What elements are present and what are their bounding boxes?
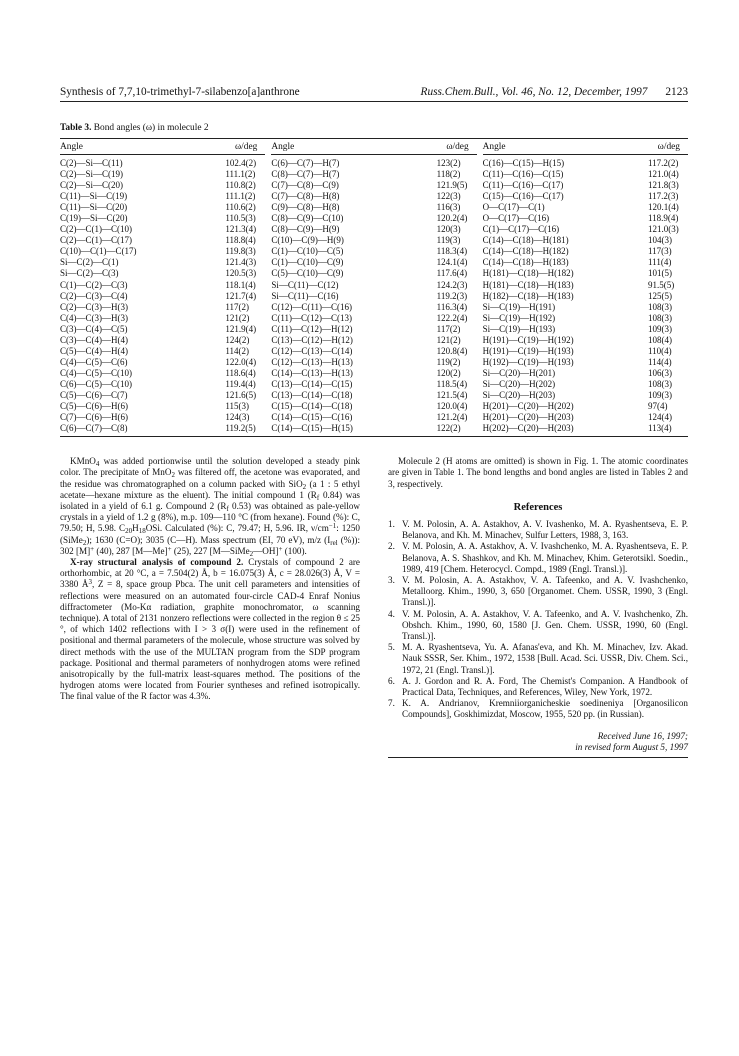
reference-item [388, 541, 688, 575]
value-cell: 108(4) [647, 334, 672, 345]
value-cell: 121.6(5) [225, 389, 257, 400]
col-value-header: ω/deg [235, 142, 258, 152]
value-cell: 114(2) [225, 345, 249, 356]
angle-cell: C(14)—C(18)—H(182) [482, 246, 569, 257]
angle-cell: H(191)—C(19)—H(193) [482, 345, 574, 356]
angle-cell: C(4)—C(5)—C(10) [60, 367, 132, 378]
value-cell: 108(3) [647, 301, 672, 312]
angle-cell: C(7)—C(8)—C(9) [271, 180, 339, 191]
table-row [483, 191, 688, 202]
angle-cell: C(1)—C(17)—C(16) [482, 224, 560, 235]
col-angle-header: Angle [482, 142, 506, 152]
angle-cell: C(11)—C(12)—C(13) [271, 312, 352, 323]
value-cell: 104(3) [647, 235, 672, 246]
table-row [483, 335, 688, 346]
angle-cell: C(4)—C(5)—C(6) [60, 356, 128, 367]
angle-cell: C(3)—C(4)—H(4) [60, 334, 128, 345]
table-row [271, 335, 476, 346]
table-row [60, 180, 265, 191]
reference-number: 6. [388, 675, 395, 686]
table-row [271, 202, 476, 213]
angle-cell: H(192)—C(19)—H(193) [482, 356, 574, 367]
angle-cell: C(1)—C(10)—C(5) [271, 246, 344, 257]
value-cell: 91.5(5) [647, 279, 675, 290]
table-row [60, 302, 265, 313]
table-row [271, 423, 476, 434]
angle-cell: C(12)—C(13)—C(14) [271, 345, 353, 356]
table-row [271, 246, 476, 257]
value-cell: 124(2) [225, 334, 250, 345]
reference-text: V. M. Polosin, A. A. Astakhov, V. A. Tafeenko, and A. V. Ivashchenko, Metalloorg. Khim., 1990, 3, 650 [Organomet. Chem. USSR, 1990, 3 (Engl. Transl.)]. [402, 575, 688, 608]
angle-cell: Si—C(20)—H(203) [482, 389, 556, 400]
table-row [483, 180, 688, 191]
value-cell: 110.5(3) [225, 213, 256, 224]
table-row [60, 280, 265, 291]
value-cell: 120.0(4) [436, 401, 468, 412]
angle-cell: C(10)—C(9)—H(9) [271, 235, 344, 246]
value-cell: 124(4) [647, 412, 672, 423]
reference-text: A. J. Gordon and R. A. Ford, The Chemist's Companion. A Handbook of Practical Data, Techniques, and References, Wiley, New York, 1972. [402, 675, 688, 698]
value-cell: 124.2(3) [436, 279, 468, 290]
angle-cell: H(191)—C(19)—H(192) [482, 334, 574, 345]
angle-cell: Si—C(11)—C(12) [271, 279, 339, 290]
table-row [483, 423, 688, 434]
angle-cell: C(19)—Si—C(20) [60, 213, 128, 224]
angle-cell: C(14)—C(18)—H(183) [482, 257, 569, 268]
table-row [271, 158, 476, 169]
value-cell: 111.1(2) [225, 169, 256, 180]
table-row [271, 412, 476, 423]
xray-paragraph: X-ray structural analysis of compound 2. Crystals of compound 2 are orthorhombic, at 20 °C, a = 7.504(2) Å, b = 16.075(3) Å, c = 28.026(3) Å, V = 3380 $Å^3$, Z = 8, space group Pbca. The unit cell parameters and intensities of reflections were measured on an automated four-circle CAD-4 Enraf Nonius diffractometer (Mo-Kα radiation, graphite monochromator, ω scanning technique). A total of 2131 nonzero reflections were collected in the region θ ≤ 25 °, of which 1402 reflections with I > 3 σ(I) were used in the refinement of positional and thermal parameters of the molecule, whose structure was solved by direct methods with the use of the MULTAN program from the SDP program package. Positional and thermal parameters of nonhydrogen atoms were refined anisotropically by the full-matrix least-squares method. The positions of the hydrogen atoms were located from Fourier syntheses and refined isotropically. The final value of the R factor was 4.3%. [60, 557, 361, 702]
value-cell: 120.5(3) [225, 268, 257, 279]
molecule-paragraph: Molecule 2 (H atoms are omitted) is shown in Fig. 1. The atomic coordinates are given in Table 1. The bond lengths and bond angles are listed in Tables 2 and 3, respectively. [388, 456, 688, 489]
value-cell: 121.0(3) [647, 224, 679, 235]
table-header [60, 139, 265, 155]
angle-cell: C(2)—C(3)—H(3) [60, 301, 128, 312]
value-cell: 119(3) [436, 235, 461, 246]
table-row [483, 390, 688, 401]
article-title: Synthesis of 7,7,10-trimethyl-7-silabenzo[a]anthrone [60, 86, 300, 98]
reference-number: 4. [388, 608, 395, 619]
table-caption-text: Bond angles (ω) in molecule 2 [91, 123, 209, 133]
table-row [60, 390, 265, 401]
angle-cell: C(2)—Si—C(20) [60, 180, 123, 191]
value-cell: 108(3) [647, 378, 672, 389]
table-rows [483, 155, 688, 436]
value-cell: 111.1(2) [225, 191, 256, 202]
col-value-header: ω/deg [657, 142, 680, 152]
value-cell: 121(2) [436, 334, 461, 345]
angle-cell: C(8)—C(7)—H(7) [271, 169, 340, 180]
value-cell: 120.2(4) [436, 213, 468, 224]
reference-item [388, 575, 688, 609]
value-cell: 119(2) [436, 356, 461, 367]
reference-item [388, 698, 688, 720]
value-cell: 120(3) [436, 224, 461, 235]
journal-citation: Russ.Chem.Bull., Vol. 46, No. 12, December, 1997 [420, 86, 648, 98]
table-row [271, 313, 476, 324]
value-cell: 121.7(4) [225, 290, 257, 301]
angle-cell: C(5)—C(4)—H(4) [60, 345, 128, 356]
value-cell: 114(4) [647, 356, 672, 367]
table-block-1 [60, 139, 265, 436]
table-row [483, 280, 688, 291]
table-row [271, 302, 476, 313]
table-row [271, 280, 476, 291]
value-cell: 115(3) [225, 401, 249, 412]
angle-cell: Si—C(20)—H(202) [482, 378, 556, 389]
table-row [60, 191, 265, 202]
table-caption [60, 123, 688, 133]
running-header [60, 86, 688, 102]
table-row [483, 357, 688, 368]
value-cell: 117(2) [225, 301, 249, 312]
value-cell: 117.2(3) [647, 191, 679, 202]
angle-cell: C(14)—C(18)—H(181) [482, 235, 569, 246]
table-row [271, 379, 476, 390]
table-rows [60, 155, 265, 436]
table-row [271, 401, 476, 412]
table-row [60, 268, 265, 279]
angle-cell: C(11)—C(16)—C(15) [482, 169, 564, 180]
value-cell: 122(2) [436, 423, 461, 434]
table-block-3 [477, 139, 688, 436]
reference-text: V. M. Polosin, A. A. Astakhov, V. A. Tafeenko, and A. V. Ivashchenko, Zh. Obshch. Khim., 1990, 60, 1580 [J. Gen. Chem. USSR, 1990, 60 (Engl. Transl.)]. [402, 608, 688, 642]
table-header [271, 139, 476, 155]
table-row [60, 368, 265, 379]
value-cell: 119.2(3) [436, 290, 468, 301]
table-row [60, 235, 265, 246]
table-row [60, 324, 265, 335]
value-cell: 121.4(3) [225, 257, 257, 268]
table-row [483, 368, 688, 379]
table-row [483, 213, 688, 224]
value-cell: 122.2(4) [436, 312, 468, 323]
table-row [271, 390, 476, 401]
angle-cell: C(13)—C(14)—C(18) [271, 389, 353, 400]
angle-cell: C(2)—C(1)—C(17) [60, 235, 132, 246]
angle-cell: C(14)—C(15)—H(15) [271, 423, 353, 434]
value-cell: 110(4) [647, 345, 672, 356]
reference-text: M. A. Ryashentseva, Yu. A. Afanas'eva, and Kh. M. Minachev, Izv. Akad. Nauk SSSR, Ser. Khim., 1972, 1538 [Bull. Acad. Sci. USSR, Div. Chem. Sci., 1972, 21 (Engl. Transl.)]. [402, 642, 688, 675]
angle-cell: H(201)—C(20)—H(202) [482, 401, 574, 412]
reference-item [388, 519, 688, 541]
angle-cell: C(6)—C(5)—C(10) [60, 378, 132, 389]
body-columns [60, 456, 688, 757]
table-row [60, 158, 265, 169]
value-cell: 108(3) [647, 312, 672, 323]
table-row [60, 313, 265, 324]
table-row [271, 346, 476, 357]
angle-cell: Si—C(19)—H(192) [482, 312, 556, 323]
angle-cell: C(11)—C(12)—H(12) [271, 323, 353, 334]
table-row [271, 368, 476, 379]
value-cell: 116(3) [436, 202, 461, 213]
value-cell: 120.1(4) [647, 202, 679, 213]
table-row [271, 213, 476, 224]
angle-cell: C(5)—C(6)—H(6) [60, 401, 128, 412]
reference-item [388, 676, 688, 698]
angle-cell: C(2)—Si—C(19) [60, 169, 123, 180]
reference-text: V. M. Polosin, A. A. Astakhov, A. V. Ivashchenko, M. A. Ryashentseva, E. P. Belanova, A. S. Shashkov, and Kh. M. Minachev, Khim. Geterotsikl. Soedin., 1989, 419 [Chem. Heterocycl. Compd., 1989 (Engl. Transl.)]. [402, 541, 688, 574]
angle-cell: Si—C(20)—H(201) [482, 367, 556, 378]
right-column [388, 456, 688, 757]
angle-cell: C(1)—C(10)—C(9) [271, 257, 344, 268]
value-cell: 110.8(2) [225, 180, 256, 191]
table-label: Table 3. [60, 123, 92, 133]
table-row [271, 224, 476, 235]
angle-cell: C(11)—Si—C(20) [60, 202, 128, 213]
table-row [60, 379, 265, 390]
value-cell: 117.2(2) [647, 158, 679, 168]
angle-cell: C(4)—C(3)—H(3) [60, 312, 128, 323]
angle-cell: H(181)—C(18)—H(182) [482, 268, 574, 279]
value-cell: 109(3) [647, 389, 672, 400]
value-cell: 118.9(4) [647, 213, 679, 224]
value-cell: 121.3(4) [225, 224, 257, 235]
table-row [271, 257, 476, 268]
col-angle-header: Angle [271, 142, 295, 152]
table-row [60, 246, 265, 257]
value-cell: 125(5) [647, 290, 672, 301]
table-row [60, 401, 265, 412]
value-cell: 121.8(3) [647, 180, 679, 191]
experimental-paragraph: KMnO$_4$ was added portionwise until the solution developed a steady pink color. The precipitate of MnO$_2$ was filtered off, the acetone was evaporated, and the residue was chromatographed on a column packed with SiO$_2$ (a 1 : 5 ethyl acetate—hexane mixture as the eluent). The initial compound 1 ($R_f$ 0.84) was isolated in a yield of 6.1 g. Compound 2 ($R_f$ 0.53) was obtained as pale-yellow crystals in a yield of 1.2 g (8%), m.p. 109—110 °C (from hexane). Found (%): C, 79.50; H, 5.98. $C_{20}H_{18}OSi$. Calculated (%): C, 79.47; H, 5.96. IR, $\nu/cm^{-1}$: 1250 (SiMe$_2$); 1630 (C=O); 3035 (C—H). Mass spectrum (EI, 70 eV), m/z ($I_{rel}$ (%)): 302 [M]+ (40), 287 [M—Me]+ (25), 227 [M—SiMe$_2$—OH]+ (100). [60, 456, 361, 558]
angle-cell: Si—C(11)—C(16) [271, 290, 339, 301]
table-row [483, 324, 688, 335]
table-row [60, 346, 265, 357]
table-row [271, 191, 476, 202]
angle-cell: C(1)—C(2)—C(3) [60, 279, 128, 290]
table-row [483, 302, 688, 313]
received-dates: Received June 16, 1997; in revised form August 5, 1997 [388, 731, 688, 758]
table-row [483, 291, 688, 302]
angle-cell: C(14)—C(15)—C(16) [271, 412, 353, 423]
reference-text: K. A. Andrianov, Kremniiorganicheskie soedineniya [Organosilicon Compounds], Goskhimizdat, Moscow, 1955, 520 pp. (in Russian). [402, 698, 688, 720]
table-row [483, 246, 688, 257]
references-list [388, 519, 688, 721]
angle-cell: H(201)—C(20)—H(203) [482, 412, 574, 423]
table-row [483, 202, 688, 213]
table-row [271, 291, 476, 302]
table-row [60, 357, 265, 368]
table-row [483, 412, 688, 423]
table-row [60, 291, 265, 302]
angle-cell: C(13)—C(12)—H(12) [271, 334, 353, 345]
table-row [483, 257, 688, 268]
angle-cell: C(11)—Si—C(19) [60, 191, 128, 202]
col-value-header: ω/deg [446, 142, 469, 152]
value-cell: 109(3) [647, 323, 672, 334]
table-row [60, 224, 265, 235]
value-cell: 122.0(4) [225, 356, 257, 367]
angle-cell: C(6)—C(7)—H(7) [271, 158, 340, 168]
angle-cell: C(15)—C(14)—C(18) [271, 401, 353, 412]
value-cell: 119.8(3) [225, 246, 256, 257]
value-cell: 117(3) [647, 246, 672, 257]
angle-cell: C(10)—C(1)—C(17) [60, 246, 137, 257]
angle-cell: C(11)—C(16)—C(17) [482, 180, 564, 191]
table-header [483, 139, 688, 155]
col-angle-header: Angle [60, 142, 83, 152]
value-cell: 121.9(4) [225, 323, 257, 334]
angle-cell: C(8)—C(9)—H(9) [271, 224, 340, 235]
value-cell: 120(2) [436, 367, 461, 378]
value-cell: 121.0(4) [647, 169, 679, 180]
reference-number: 2. [388, 541, 395, 552]
angle-cell: C(12)—C(13)—H(13) [271, 356, 353, 367]
table-row [483, 158, 688, 169]
page [60, 86, 688, 758]
angle-cell: C(2)—Si—C(11) [60, 158, 123, 168]
value-cell: 116.3(4) [436, 301, 468, 312]
table-row [60, 423, 265, 434]
angle-cell: C(7)—C(6)—H(6) [60, 412, 128, 423]
table-row [483, 235, 688, 246]
value-cell: 102.4(2) [225, 158, 257, 168]
table-row [483, 224, 688, 235]
value-cell: 117.6(4) [436, 268, 468, 279]
value-cell: 101(5) [647, 268, 672, 279]
table-row [483, 313, 688, 324]
table-row [483, 268, 688, 279]
reference-item [388, 609, 688, 643]
angle-cell: C(14)—C(13)—H(13) [271, 367, 353, 378]
reference-item [388, 642, 688, 676]
angle-cell: C(2)—C(1)—C(10) [60, 224, 132, 235]
table-row [60, 202, 265, 213]
angle-cell: C(9)—C(8)—H(8) [271, 202, 340, 213]
angle-cell: C(16)—C(15)—H(15) [482, 158, 565, 168]
value-cell: 121.9(5) [436, 180, 468, 191]
references-heading: References [513, 501, 563, 513]
table-row [271, 169, 476, 180]
value-cell: 97(4) [647, 401, 668, 412]
angle-cell: H(181)—C(18)—H(183) [482, 279, 574, 290]
table-row [271, 268, 476, 279]
table-row [483, 346, 688, 357]
value-cell: 110.6(2) [225, 202, 256, 213]
angle-cell: C(5)—C(6)—C(7) [60, 389, 128, 400]
value-cell: 118.5(4) [436, 378, 468, 389]
table-row [60, 257, 265, 268]
angle-cell: O—C(17)—C(1) [482, 202, 545, 213]
angle-cell: Si—C(2)—C(3) [60, 268, 119, 279]
angle-cell: O—C(17)—C(16) [482, 213, 550, 224]
angle-cell: Si—C(19)—H(193) [482, 323, 556, 334]
table-row [271, 235, 476, 246]
table-row [60, 213, 265, 224]
angle-cell: C(3)—C(4)—C(5) [60, 323, 128, 334]
angle-cell: H(182)—C(18)—H(183) [482, 290, 574, 301]
angle-cell: Si—C(2)—C(1) [60, 257, 119, 268]
value-cell: 119.4(4) [225, 378, 256, 389]
value-cell: 121(2) [225, 312, 250, 323]
value-cell: 118.3(4) [436, 246, 468, 257]
value-cell: 118.6(4) [225, 367, 256, 378]
value-cell: 111(4) [647, 257, 672, 268]
angle-cell: C(15)—C(16)—C(17) [482, 191, 564, 202]
angle-cell: Si—C(19)—H(191) [482, 301, 556, 312]
value-cell: 124(3) [225, 412, 250, 423]
reference-number: 3. [388, 575, 395, 585]
table-row [271, 180, 476, 191]
reference-number: 7. [388, 698, 395, 709]
reference-number: 5. [388, 642, 395, 653]
reference-number: 1. [388, 518, 395, 529]
table-row [483, 169, 688, 180]
bond-angles-table [60, 138, 688, 437]
value-cell: 120.8(4) [436, 345, 468, 356]
value-cell: 106(3) [647, 367, 672, 378]
table-block-2 [265, 139, 476, 436]
value-cell: 119.2(5) [225, 423, 256, 434]
table-row [60, 335, 265, 346]
value-cell: 123(2) [436, 158, 461, 168]
value-cell: 121.5(4) [436, 389, 468, 400]
value-cell: 122(3) [436, 191, 461, 202]
page-number: 2123 [665, 86, 688, 98]
table-row [271, 324, 476, 335]
table-row [483, 401, 688, 412]
angle-cell: H(202)—C(20)—H(203) [482, 423, 574, 434]
value-cell: 118(2) [436, 169, 461, 180]
value-cell: 113(4) [647, 423, 672, 434]
angle-cell: C(7)—C(8)—H(8) [271, 191, 340, 202]
value-cell: 121.2(4) [436, 412, 468, 423]
table-row [60, 169, 265, 180]
value-cell: 118.8(4) [225, 235, 256, 246]
angle-cell: C(12)—C(11)—C(16) [271, 301, 352, 312]
value-cell: 124.1(4) [436, 257, 468, 268]
table-row [271, 357, 476, 368]
angle-cell: C(8)—C(9)—C(10) [271, 213, 344, 224]
angle-cell: C(2)—C(3)—C(4) [60, 290, 128, 301]
value-cell: 118.1(4) [225, 279, 256, 290]
angle-cell: C(13)—C(14)—C(15) [271, 378, 353, 389]
value-cell: 117(2) [436, 323, 461, 334]
xray-heading: X-ray structural analysis of compound 2. [70, 557, 244, 567]
angle-cell: C(5)—C(10)—C(9) [271, 268, 344, 279]
table-rows [271, 155, 476, 436]
left-column [60, 456, 360, 757]
table-row [60, 412, 265, 423]
table-row [483, 379, 688, 390]
reference-text: V. M. Polosin, A. A. Astakhov, A. V. Ivashenko, M. A. Ryashentseva, E. P. Belanova, and Kh. M. Minachev, Sulfur Letters, 1988, 3, 163. [402, 518, 688, 541]
angle-cell: C(6)—C(7)—C(8) [60, 423, 128, 434]
